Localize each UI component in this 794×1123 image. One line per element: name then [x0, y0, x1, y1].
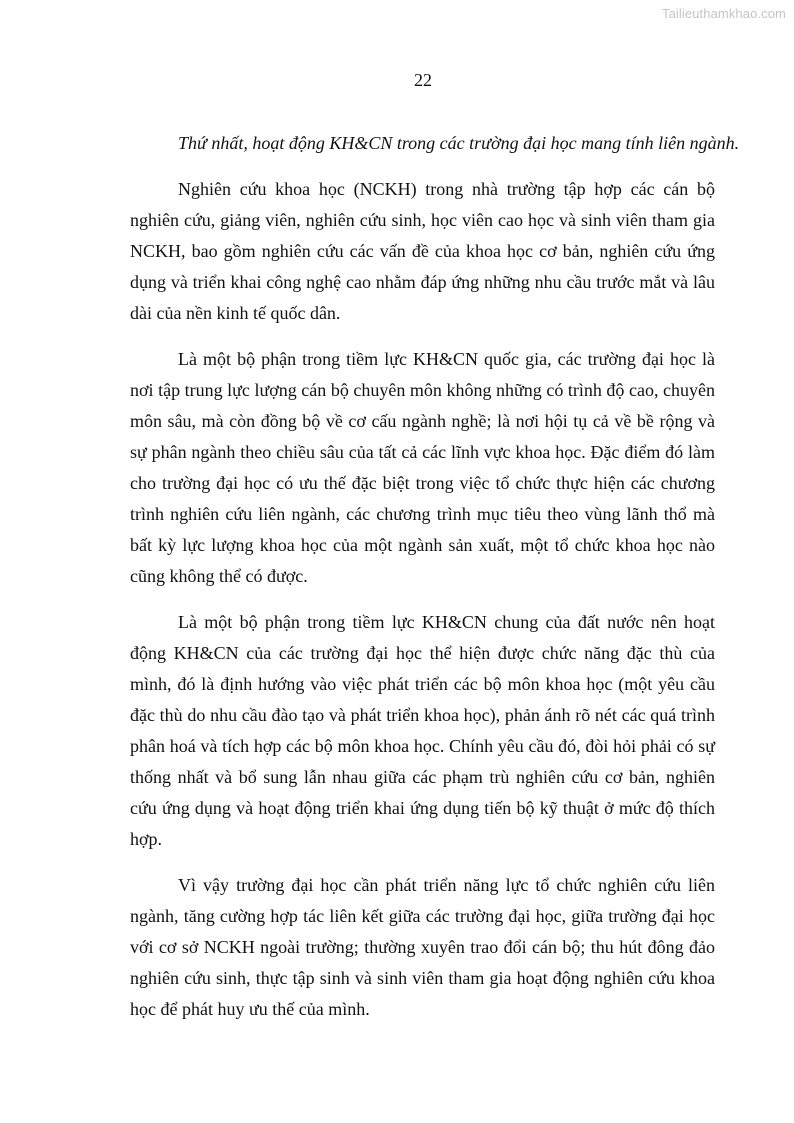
paragraph: Nghiên cứu khoa học (NCKH) trong nhà trường tập hợp các cán bộ nghiên cứu, giảng viên, nghiên cứu sinh, học viên cao học và sinh viên tham gia NCKH, bao gồm nghiên cứu các vấn đề của khoa học cơ bản, nghiên cứu ứng dụng và triển khai công nghệ cao nhằm đáp ứng những nhu cầu trước mắt và lâu dài của nền kinh tế quốc dân. [130, 179, 715, 323]
paragraph: Vì vậy trường đại học cần phát triển năng lực tổ chức nghiên cứu liên ngành, tăng cường hợp tác liên kết giữa các trường đại học, giữa trường đại học với cơ sở NCKH ngoài trường; thường xuyên trao đổi cán bộ; thu hút đông đảo nghiên cứu sinh, thực tập sinh và sinh viên tham gia hoạt động nghiên cứu khoa học để phát huy ưu thế của mình. [130, 875, 715, 1019]
page-number: 22 [414, 70, 432, 90]
paragraph: Là một bộ phận trong tiềm lực KH&CN quốc gia, các trường đại học là nơi tập trung lực lượng cán bộ chuyên môn không những có trình độ cao, chuyên môn sâu, mà còn đồng bộ về cơ cấu ngành nghề; là nơi hội tụ cả về bề rộng và sự phân ngành theo chiều sâu của tất cả các lĩnh vực khoa học. Đặc điểm đó làm cho trường đại học có ưu thế đặc biệt trong việc tổ chức thực hiện các chương trình nghiên cứu liên ngành, các chương trình mục tiêu theo vùng lãnh thổ mà bất kỳ lực lượng khoa học của một ngành sản xuất, một tổ chức khoa học nào cũng không thể có được. [130, 349, 715, 586]
paragraph: Là một bộ phận trong tiềm lực KH&CN chung của đất nước nên hoạt động KH&CN của các trường đại học thể hiện được chức năng đặc thù của mình, đó là định hướng vào việc phát triển các bộ môn khoa học (một yêu cầu đặc thù do nhu cầu đào tạo và phát triển khoa học), phản ánh rõ nét các quá trình phân hoá và tích hợp các bộ môn khoa học. Chính yêu cầu đó, đòi hỏi phải có sự thống nhất và bổ sung lẫn nhau giữa các phạm trù nghiên cứu cơ bản, nghiên cứu ứng dụng và hoạt động triển khai ứng dụng tiến bộ kỹ thuật ở mức độ thích hợp. [130, 612, 715, 849]
watermark: Tailieuthamkhao.com [661, 6, 786, 21]
document-body [130, 128, 740, 1040]
section-heading: Thứ nhất, hoạt động KH&CN trong các trường đại học mang tính liên ngành. [178, 133, 740, 153]
